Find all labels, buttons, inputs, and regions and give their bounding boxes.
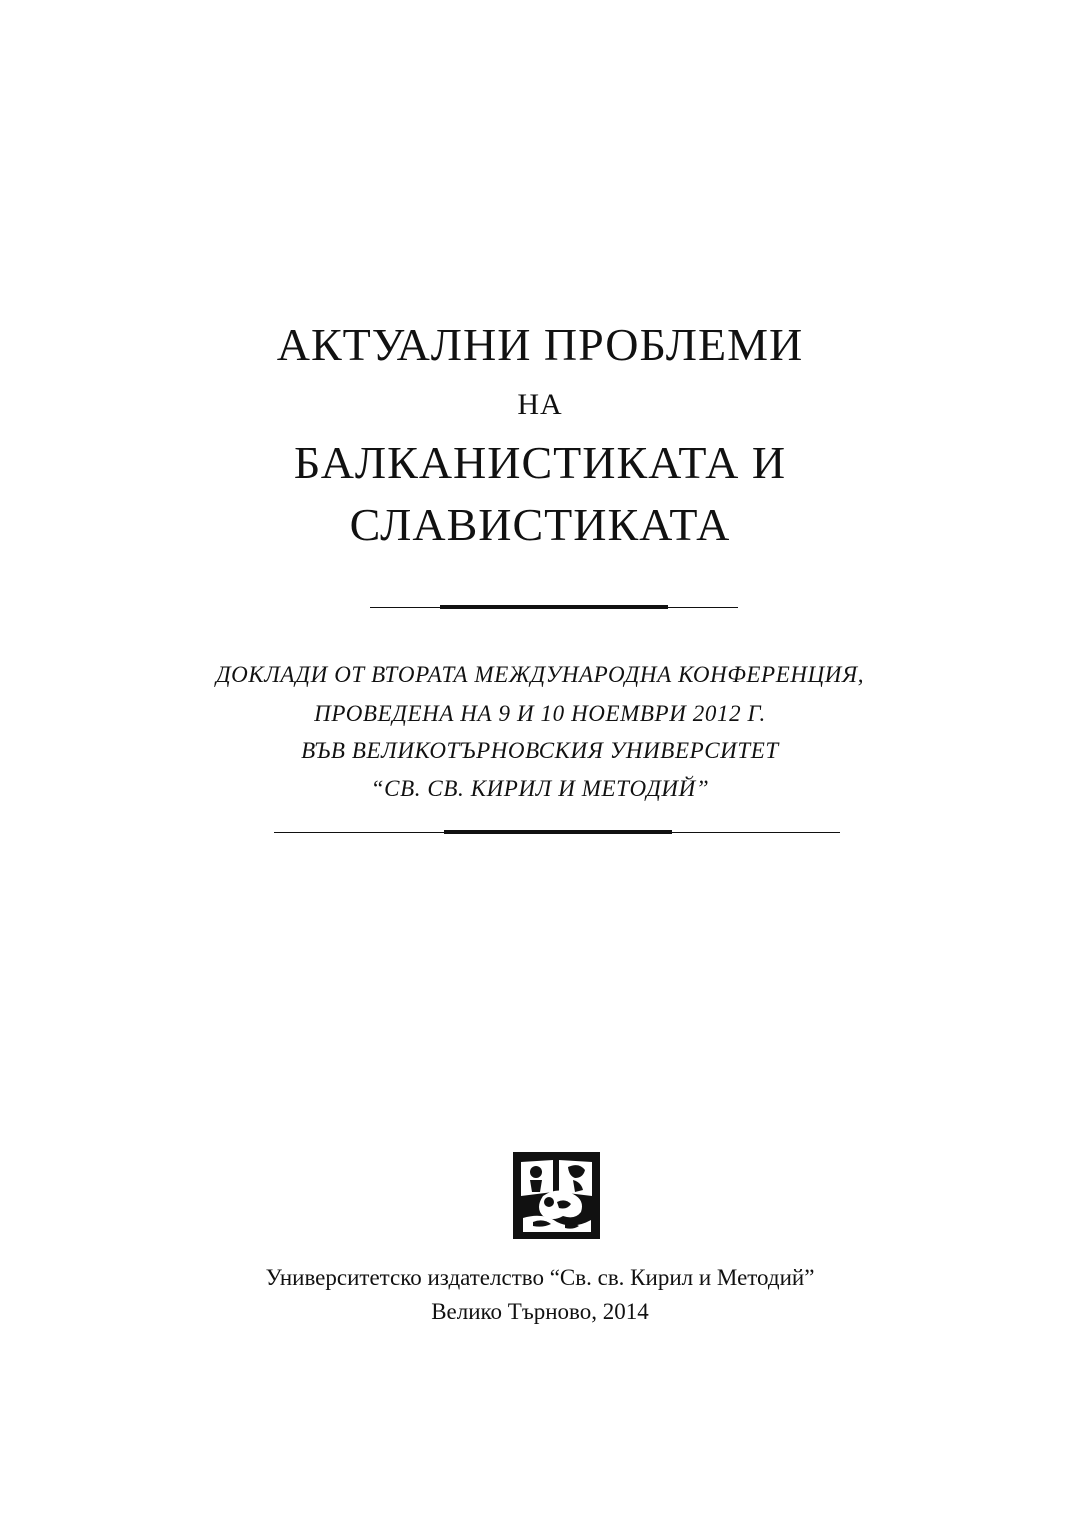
upper-divider-thick [440, 605, 668, 609]
publisher-name: Университетско издателство “Св. св. Кирил и Методий” [265, 1265, 815, 1290]
subtitle-line-3: ВЪВ ВЕЛИКОТЪРНОВСКИЯ УНИВЕРСИТЕТ [301, 738, 779, 763]
university-crest-lion-icon [513, 1152, 600, 1239]
title-line-3: БАЛКАНИСТИКАТА И [293, 437, 787, 488]
title-line-2: НА [517, 388, 563, 421]
subtitle-line-2: ПРОВЕДЕНА НА 9 И 10 НОЕМВРИ 2012 Г. [314, 701, 766, 726]
lower-divider-thick [444, 830, 672, 834]
subtitle-line-4: “СВ. СВ. КИРИЛ И МЕТОДИЙ” [370, 776, 710, 801]
title-line-4: СЛАВИСТИКАТА [349, 499, 731, 550]
subtitle-line-1: ДОКЛАДИ ОТ ВТОРАТА МЕЖДУНАРОДНА КОНФЕРЕНЦИЯ, [215, 662, 865, 687]
publisher-place-year: Велико Търново, 2014 [431, 1299, 649, 1324]
title-line-1: АКТУАЛНИ ПРОБЛЕМИ [276, 319, 804, 370]
